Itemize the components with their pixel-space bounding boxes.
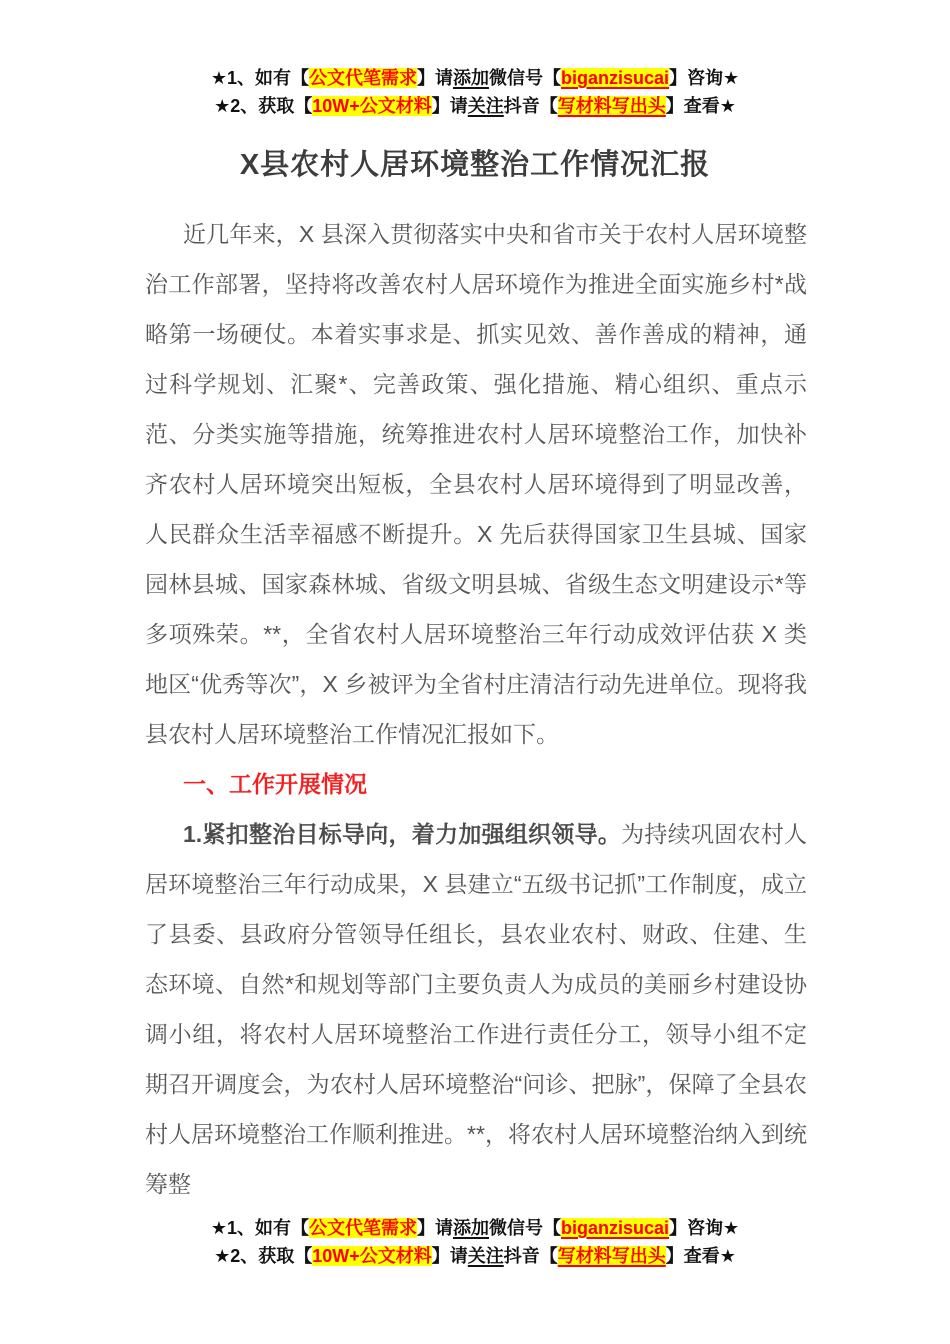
- promo-text: 抖音【: [503, 1246, 558, 1266]
- promo-highlight-materials: 10W+公文材料: [312, 1246, 432, 1266]
- promo-text: ★1、如有【: [210, 68, 309, 88]
- promo-text: 】咨询★: [669, 1218, 740, 1238]
- footer-promo-banner: [0, 1214, 950, 1270]
- promo-text: 微信号【: [488, 1218, 561, 1238]
- promo-wechat-id: biganzisucai: [560, 68, 670, 88]
- header-promo-line-1: [0, 64, 950, 92]
- paragraph-bold-lead: 1.紧扣整治目标导向，着力加强组织领导。: [183, 821, 622, 847]
- document-title: X县农村人居环境整治工作情况汇报: [239, 149, 711, 181]
- promo-text: ★2、获取【: [214, 96, 313, 116]
- promo-text: 】查看★: [665, 1246, 736, 1266]
- promo-text: 】请: [416, 68, 453, 88]
- promo-text: 】查看★: [665, 96, 736, 116]
- promo-douyin-id: 写材料写出头: [557, 96, 666, 116]
- paragraph-body-text: 为持续巩固农村人居环境整治三年行动成果，X 县建立“五级书记抓”工作制度，成立了县委、县政府分管领导任组长，县农业农村、财政、住建、生态环境、自然*和规划等部门主要负责人为成员的美丽乡村建设协调小组，将农村人居环境整治工作进行责任分工，领导小组不定期召开调度会，为农村人居环境整治“问诊、把脉”，保障了全县农村人居环境整治工作顺利推进。**，将农村人居环境整治纳入到统筹整: [145, 821, 808, 1197]
- promo-text: 抖音【: [503, 96, 558, 116]
- promo-highlight-writing-service: 公文代笔需求: [308, 68, 417, 88]
- intro-paragraph: 近几年来，X 县深入贯彻落实中央和省市关于农村人居环境整治工作部署，坚持将改善农村人居环境作为推进全面实施乡村*战略第一场硬仗。本着实事求是、抓实见效、善作善成的精神，通过科学规划、汇聚*、完善政策、强化措施、精心组织、重点示范、分类实施等措施，统筹推进农村人居环境整治工作，加快补齐农村人居环境突出短板，全县农村人居环境得到了明显改善，人民群众生活幸福感不断提升。X 先后获得国家卫生县城、国家园林县城、国家森林城、省级文明县城、省级生态文明建设示*等多项殊荣。**，全省农村人居环境整治三年行动成效评估获 X 类地区“优秀等次”，X 乡被评为全省村庄清洁行动先进单位。现将我县农村人居环境整治工作情况汇报如下。: [145, 221, 807, 747]
- header-promo-line-2: [0, 92, 950, 120]
- promo-text: 】请: [431, 1246, 468, 1266]
- footer-promo-line-1: [0, 1214, 950, 1242]
- promo-highlight-materials: 10W+公文材料: [312, 96, 432, 116]
- promo-text: 】咨询★: [669, 68, 740, 88]
- promo-underline-follow: 关注: [467, 96, 504, 116]
- promo-text: ★1、如有【: [210, 1218, 309, 1238]
- promo-text: ★2、获取【: [214, 1246, 313, 1266]
- document-body: [145, 209, 807, 1209]
- promo-highlight-writing-service: 公文代笔需求: [308, 1218, 417, 1238]
- promo-underline-add: 添加: [452, 1218, 489, 1238]
- promo-wechat-id: biganzisucai: [560, 1218, 670, 1238]
- promo-underline-add: 添加: [452, 68, 489, 88]
- header-promo-banner: [0, 64, 950, 120]
- promo-douyin-id: 写材料写出头: [557, 1246, 666, 1266]
- promo-text: 】请: [431, 96, 468, 116]
- promo-text: 】请: [416, 1218, 453, 1238]
- section-1-heading: 一、工作开展情况: [183, 771, 367, 797]
- promo-text: 微信号【: [488, 68, 561, 88]
- promo-underline-follow: 关注: [467, 1246, 504, 1266]
- section-1-paragraph-1: [145, 809, 807, 1209]
- footer-promo-line-2: [0, 1242, 950, 1270]
